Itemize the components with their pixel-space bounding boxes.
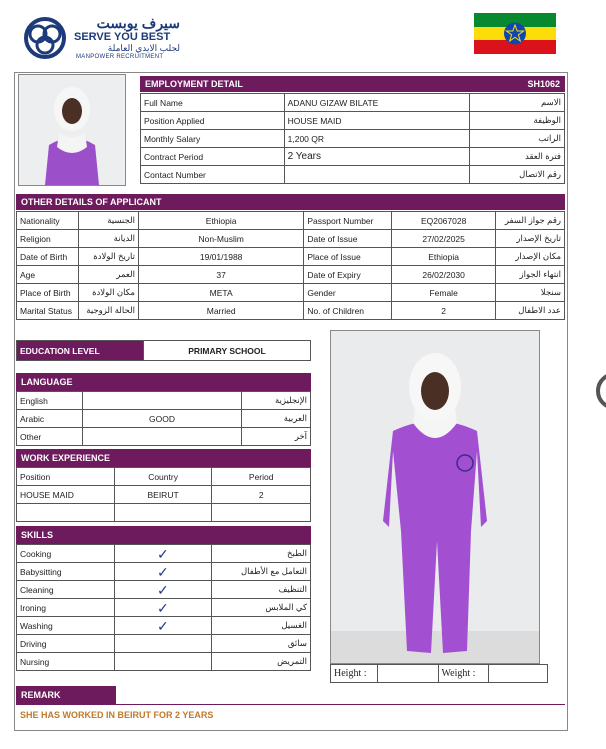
skill-name: Washing [17,617,115,635]
field-value: 26/02/2030 [392,266,496,284]
field-value: ADANU GIZAW BILATE [284,94,470,112]
field-value: 37 [138,266,303,284]
field-label: Place of Issue [304,248,392,266]
field-label-arabic: الديانة [78,230,138,248]
field-value: 19/01/1988 [138,248,303,266]
work-cell [17,504,115,522]
remark-text: SHE HAS WORKED IN BEIRUT FOR 2 YEARS [20,710,214,720]
work-row [17,486,311,504]
field-label: Gender [304,284,392,302]
language-title: LANGUAGE [21,377,73,387]
field-label-arabic: مكان الإصدار [495,248,564,266]
height-label: Height : [331,665,378,683]
field-label: Age [17,266,79,284]
work-row [17,504,311,522]
language-row [17,392,311,410]
employment-row [141,130,565,148]
work-cell: 2 [212,486,311,504]
skill-name-arabic: الطبخ [212,545,311,563]
field-label-arabic: رقم الاتصال [470,166,565,184]
field-label-arabic: الراتب [470,130,565,148]
remark-divider [16,704,565,705]
skill-row [17,635,311,653]
applicant-photo-full [330,330,540,664]
work-cell: HOUSE MAID [17,486,115,504]
language-table [16,391,311,446]
skill-name-arabic: التمريض [212,653,311,671]
skill-name-arabic: التنظيف [212,581,311,599]
field-value: META [138,284,303,302]
field-label-arabic: تاريخ الولادة [78,248,138,266]
field-label: Monthly Salary [141,130,285,148]
height-value [377,665,438,683]
work-experience-header [16,449,311,467]
work-experience-table [16,467,311,522]
field-label: Contract Period [141,148,285,166]
weight-value [489,665,548,683]
logo-sub: MANPOWER RECRUITMENT [76,54,164,60]
other-details-title: OTHER DETAILS OF APPLICANT [21,197,162,207]
language-name: English [17,392,83,410]
logo-arabic-sub: لجلب الايدي العاملة [107,43,180,53]
field-label: Contact Number [141,166,285,184]
employment-table [140,93,565,184]
language-name: Arabic [17,410,83,428]
skill-name: Ironing [17,599,115,617]
field-label-arabic: مكان الولادة [78,284,138,302]
field-value: 1,200 QR [284,130,470,148]
logo-name: SERVE YOU BEST [74,31,171,43]
field-value: 2 [392,302,496,320]
field-label-arabic: تاريخ الإصدار [495,230,564,248]
skills-header [16,526,311,544]
field-label: Nationality [17,212,79,230]
field-label: Religion [17,230,79,248]
skills-table [16,544,311,671]
employment-row [141,94,565,112]
employment-row [141,148,565,166]
other-details-row [17,302,565,320]
field-label-arabic: الوظيفة [470,112,565,130]
skill-row [17,563,311,581]
ethiopia-flag-icon [474,13,556,54]
skill-row [17,581,311,599]
skill-name: Cooking [17,545,115,563]
field-label: Date of Birth [17,248,79,266]
language-header [16,373,311,391]
field-label: Marital Status [17,302,79,320]
applicant-photo-small [18,74,126,186]
language-row [17,410,311,428]
logo-arabic: سيرف يوبست [96,15,180,31]
remark-title: REMARK [21,690,61,700]
skill-check-empty [114,653,211,671]
company-logo [20,16,180,60]
edge-circle-decoration [596,372,606,410]
measurements-table [330,664,548,683]
language-name-arabic: آخر [242,428,311,446]
field-label-arabic: الجنسية [78,212,138,230]
field-label: Date of Expiry [304,266,392,284]
field-label-arabic: الاسم [470,94,565,112]
field-value: 2 Years [284,148,470,166]
field-label: Place of Birth [17,284,79,302]
skill-name: Babysitting [17,563,115,581]
logo-mark-icon [20,16,70,60]
checkmark-icon: ✓ [114,581,211,599]
employment-detail-header [140,76,565,92]
field-label-arabic: عدد الاطفال [495,302,564,320]
education-table [16,340,311,361]
field-value: Married [138,302,303,320]
field-label: Passport Number [304,212,392,230]
field-value: Ethiopia [392,248,496,266]
field-label: Position Applied [141,112,285,130]
skill-name-arabic: سائق [212,635,311,653]
field-label: Date of Issue [304,230,392,248]
language-level [82,392,241,410]
skill-name: Driving [17,635,115,653]
field-value: EQ2067028 [392,212,496,230]
field-value: Non-Muslim [138,230,303,248]
language-name: Other [17,428,83,446]
work-header-row [17,468,311,486]
checkmark-icon: ✓ [114,563,211,581]
field-value: 27/02/2025 [392,230,496,248]
language-level [82,428,241,446]
skill-name-arabic: كي الملابس [212,599,311,617]
language-level: GOOD [82,410,241,428]
checkmark-icon: ✓ [114,545,211,563]
skill-check-empty [114,635,211,653]
field-value [284,166,470,184]
language-name-arabic: الإنجليزية [242,392,311,410]
field-label-arabic: سنجلا [495,284,564,302]
work-cell [114,504,212,522]
field-value: Female [392,284,496,302]
employment-row [141,112,565,130]
other-details-row [17,284,565,302]
work-cell [212,504,311,522]
education-label: EDUCATION LEVEL [17,341,144,361]
work-cell: BEIRUT [114,486,212,504]
field-label-arabic: الحالة الزوجية [78,302,138,320]
work-experience-title: WORK EXPERIENCE [21,453,111,463]
education-value: PRIMARY SCHOOL [144,341,311,361]
weight-label: Weight : [438,665,489,683]
other-details-row [17,266,565,284]
employment-detail-title: EMPLOYMENT DETAIL [145,79,243,89]
other-details-row [17,212,565,230]
other-details-row [17,248,565,266]
checkmark-icon: ✓ [114,617,211,635]
remark-header [16,686,116,704]
field-label-arabic: انتهاء الجواز [495,266,564,284]
language-name-arabic: العربية [242,410,311,428]
skill-name: Cleaning [17,581,115,599]
skill-row [17,617,311,635]
skill-row [17,653,311,671]
reference-code: SH1062 [527,79,560,89]
column-header: Country [114,468,212,486]
skill-name-arabic: التعامل مع الأطفال [212,563,311,581]
skill-row [17,545,311,563]
checkmark-icon: ✓ [114,599,211,617]
field-value: Ethiopia [138,212,303,230]
field-label-arabic: فترة العقد [470,148,565,166]
skill-name: Nursing [17,653,115,671]
column-header: Period [212,468,311,486]
column-header: Position [17,468,115,486]
field-label: No. of Children [304,302,392,320]
language-row [17,428,311,446]
field-label-arabic: رقم جواز السفر [495,212,564,230]
other-details-header [16,194,565,210]
field-label: Full Name [141,94,285,112]
other-details-row [17,230,565,248]
other-details-table [16,211,565,320]
employment-row [141,166,565,184]
skill-row [17,599,311,617]
field-value: HOUSE MAID [284,112,470,130]
skills-title: SKILLS [21,530,54,540]
field-label-arabic: العمر [78,266,138,284]
skill-name-arabic: الغسيل [212,617,311,635]
